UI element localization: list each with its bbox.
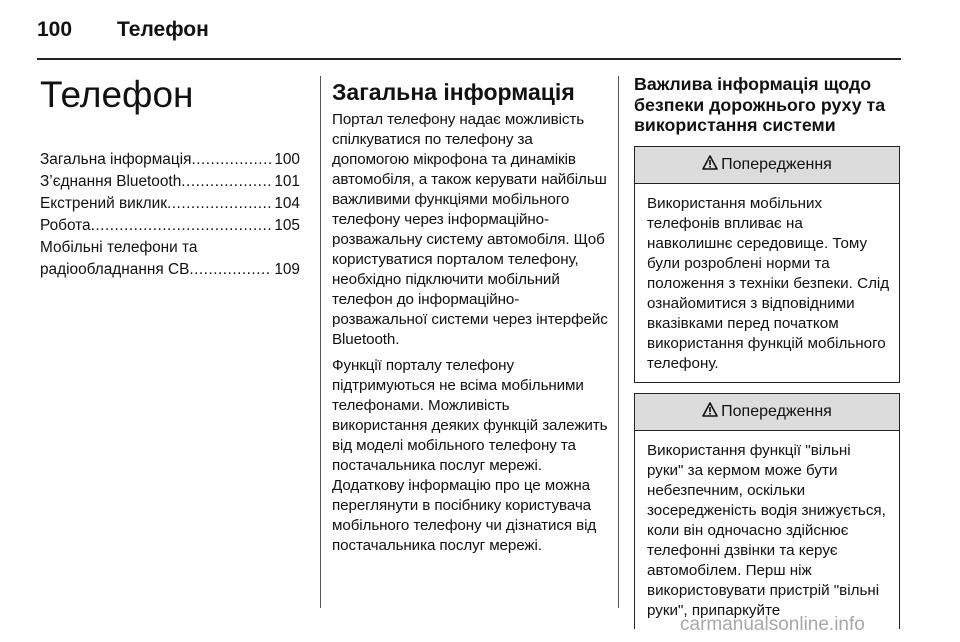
safety-column	[634, 74, 900, 639]
general-info-column	[332, 78, 608, 562]
toc-leader-dots	[191, 149, 272, 171]
toc-column	[40, 74, 300, 281]
chapter-title: Телефон	[40, 74, 194, 115]
toc-label: Робота	[40, 217, 91, 234]
safety-subheading: Важлива інформація щодо безпеки дорожнього руху та використання системи	[634, 74, 886, 135]
warning-title: Попередження	[721, 402, 832, 420]
warning-text: Використання функції "вільні руки" за кермом може бути небезпечним, оскільки зосередженість водія знижується, коли він одночасно здійснює телефонні дзвінки та керує автомобілем. Перш ніж використовувати пристрій "вільні руки", припаркуйте	[647, 441, 886, 619]
toc-label: З’єднання Bluetooth	[40, 173, 182, 190]
toc-page-number: 104	[274, 195, 300, 212]
toc-leader-dots	[167, 193, 272, 215]
toc-page-number: 101	[274, 173, 300, 190]
warning-header	[635, 394, 899, 431]
section-title: Загальна інформація	[332, 79, 575, 105]
warning-triangle-icon	[702, 155, 718, 175]
toc-page-number: 100	[274, 151, 300, 168]
warning-triangle-icon	[702, 402, 718, 422]
warning-title: Попередження	[721, 155, 832, 173]
toc-page-number: 109	[274, 261, 300, 278]
body-paragraph: Функції порталу телефону підтримуються не всіма мобільними телефонами. Можливість використання деяких функцій залежить від моделі мобільного телефону та постачальника послуг мережі. Додаткову інформацію про це можна переглянути в посібнику користувача мобільного телефону чи дізнатися від постачальника послуг мережі.	[332, 357, 608, 554]
column-divider	[618, 76, 619, 608]
toc-entry[interactable]	[40, 215, 300, 237]
toc-leader-dots	[91, 215, 273, 237]
warning-text: Використання мобільних телефонів впливає на навколишнє середовище. Тому були розроблені норми та положення з техніки безпеки. Слід ознайомитися з відповідними вказівками перед початком використання функцій мобільного телефону.	[647, 194, 890, 372]
warning-box	[634, 146, 900, 383]
watermark: carmanualsonline.info	[680, 614, 865, 635]
toc-entry[interactable]	[40, 193, 300, 215]
running-title: Телефон	[117, 18, 209, 41]
toc-label: Екстрений виклик	[40, 195, 167, 212]
toc-label-line1: Мобільні телефони та	[40, 239, 198, 256]
warning-box	[634, 393, 900, 629]
header-rule	[37, 58, 901, 60]
body-paragraph: Портал телефону надає можливість спілкуватися по телефону за допомогою мікрофона та динаміків автомобіля, а також керувати найбільш важливими функціями мобільного телефону через інформаційно-розважальну систему автомобіля. Щоб користуватися порталом телефону, необхідно підключити мобільний телефон до інформаційно-розважальної системи через інтерфейс Bluetooth.	[332, 111, 608, 348]
toc-page-number: 105	[274, 217, 300, 234]
toc-label: Загальна інформація	[40, 151, 192, 168]
page-number: 100	[37, 18, 73, 41]
toc-leader-dots	[189, 259, 272, 281]
toc-entry[interactable]	[40, 149, 300, 171]
toc-leader-dots	[181, 171, 272, 193]
column-divider	[320, 76, 321, 608]
toc-label: радіообладнання CB	[40, 261, 190, 278]
warning-header	[635, 147, 899, 184]
toc-entry[interactable]	[40, 171, 300, 193]
toc-entry[interactable]	[40, 237, 300, 281]
